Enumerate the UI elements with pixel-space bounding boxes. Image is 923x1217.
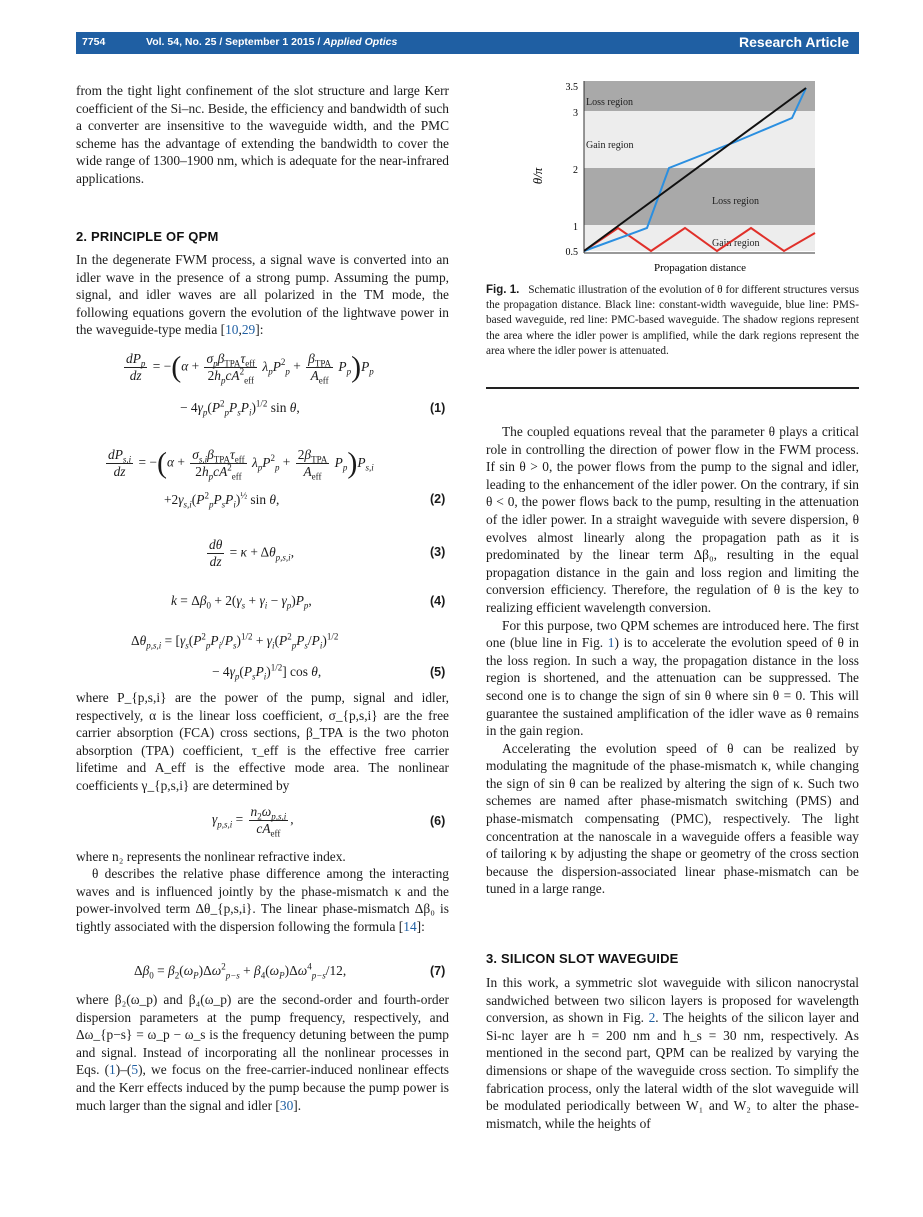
y-tick-3: 3 bbox=[573, 108, 578, 119]
eq-link-1[interactable]: 1 bbox=[109, 1062, 116, 1078]
equation-2-line-2: $+2\gamma_{s,i}(P^2_pP_sP_i)^{\frac{1}{2}}$ sin θ, bbox=[164, 490, 280, 510]
equation-5: $\Delta\theta_{p,s,i} = [\gamma_s(P^2_pP_i/P_s)^{1/2} + \gamma_i(P^2_pP_s/P_i)^{1/2}$ bbox=[131, 631, 339, 651]
ref-link-29[interactable]: 29 bbox=[241, 322, 256, 338]
equation-1-line-2: − $4\gamma_p(P^2_pP_sP_i)^{1/2}$ sin θ, bbox=[180, 398, 300, 418]
ref-link-10[interactable]: 10 bbox=[225, 322, 239, 338]
eq-number-3: (3) bbox=[430, 545, 446, 559]
equation-7: $\Delta\beta_0 = \beta_2(\omega_P)\Delta\omega^2_{p-s} + \beta_4(\omega_P)\Delta\omega^4_{p-s}/12$, bbox=[134, 961, 347, 981]
section-2-title: 2. PRINCIPLE OF QPM bbox=[76, 229, 219, 244]
journal-header bbox=[76, 32, 859, 54]
y-tick-1: 1 bbox=[573, 222, 578, 233]
dispersion-paragraph: where β₂(ω_p) and β₄(ω_p) are the second-order and fourth-order dispersion parameters at the pump frequency, respectively, and Δω_{p−s} = ω_p − ω_s is the frequency detuning between the pump and signal. Instead of incorporating all the nonlinear processes in Eqs. (1)–(5), we focus on the free-carrier-induced nonlinear effects and the Kerr effects induced by the pump because the pump power is much larger than the signal and idler [30]. bbox=[76, 992, 450, 1113]
section-3-title: 3. SILICON SLOT WAVEGUIDE bbox=[486, 951, 679, 966]
region-label-loss-top: Loss region bbox=[586, 97, 633, 108]
eq-number-6: (6) bbox=[430, 814, 446, 828]
equation-4: $k = \Delta\beta_0 + 2(\gamma_s + \gamma_i - \gamma_p)P_p$, bbox=[171, 593, 312, 611]
loss-region-middle-band bbox=[584, 168, 815, 225]
y-axis-label: θ/π bbox=[530, 167, 545, 185]
caption-divider bbox=[486, 387, 859, 389]
eq-number-2: (2) bbox=[430, 492, 446, 506]
region-label-loss-middle: Loss region bbox=[712, 196, 759, 207]
eq-link-5[interactable]: 5 bbox=[131, 1062, 139, 1078]
ref-link-14[interactable]: 14 bbox=[403, 918, 417, 934]
region-label-gain-upper: Gain region bbox=[586, 140, 634, 151]
journal-citation: Vol. 54, No. 25 / September 1 2015 / Applied Optics bbox=[146, 36, 398, 48]
eq-number-7: (7) bbox=[430, 964, 446, 978]
intro-paragraph: from the tight light confinement of the slot structure and large Kerr coefficient of the Si–nc. Beside, the efficiency and bandwidth of such a converter are insensitive to the waveguide width, and the PMC scheme has the advantage of extending the bandwidth to cover the wide range of 1300–1900 nm, which is adequate for the near-infrared applications. bbox=[76, 83, 449, 186]
y-tick-2: 2 bbox=[573, 165, 578, 176]
equation-6: $\gamma_{p,s,i}$ = $\frac{n_2\omega_{p,s,i}}{cA_{eff}}$ , bbox=[212, 804, 294, 839]
eq-number-1: (1) bbox=[430, 401, 446, 415]
ref-link-30[interactable]: 30 bbox=[279, 1097, 294, 1113]
equation-1: $\frac{dP_p}{dz}$ = −(α + $\frac{\sigma_p\beta_{TPA}\tau_{eff}}{2h_pcA^2_{eff}}$ $\lambda_pP^2_p$ + $\frac{\beta_{TPA}}{A_{eff}}$ $P_p)P_p$ bbox=[126, 350, 374, 386]
article-type: Research Article bbox=[739, 34, 849, 50]
n2-paragraph: where n₂ represents the nonlinear refractive index. bbox=[76, 849, 346, 864]
page-number: 7754 bbox=[82, 36, 106, 48]
eq-number-5: (5) bbox=[430, 665, 446, 679]
y-tick-0-5: 0.5 bbox=[565, 247, 578, 258]
equation-2: $\frac{dP_{s,i}}{dz}$ = −(α + $\frac{\sigma_{s,i}\beta_{TPA}\tau_{eff}}{2h_pcA^2_{eff}}$ $\lambda_pP^2_p$ + $\frac{2\beta_{TPA}}{A_{eff}}$ $P_p)P_{s,i}$ bbox=[108, 446, 374, 482]
slot-waveguide-paragraph: In this work, a symmetric slot waveguide with silicon nanocrystal sandwiched between two silicon layers is proposed for wavelength conversion, as shown in Fig. 2. The heights of the silicon layer and Si-nc layer are h = 200 nm and h_s = 30 nm, respectively. As mentioned in the second part, QPM can be realized by varying the dimensions or shape of the waveguide cross section. To simplify the fabrication process, only the lateral width of the slot waveguide will be modulated periodically between W₁ and W₂ to alter the phase-mismatch, while the heights of bbox=[486, 975, 860, 1131]
equation-3: $\frac{d\theta}{dz}$ = $\kappa + \Delta\theta_{p,s,i}$, bbox=[209, 537, 295, 569]
equation-5-line-2: − $4\gamma_p(P_sP_i)^{1/2}$] cos θ, bbox=[212, 662, 322, 682]
theta-role-paragraph: The coupled equations reveal that the parameter θ plays a critical role in controlling the direction of power flow in the FWM process. If sin θ > 0, the power flows from the pump to the signal and idler, leading to the enhancement of the idler power. On the contrary, if sin θ < 0, the power flows back to the pump, resulting in the attenuation of the idler power. In a straight waveguide with severe dispersion, θ evolves almost linearly along the propagation path as it is predominated by the linear term Δβ₀, resulting in the equal propagation distance in the gain and loss region and limiting the conversion efficiency. Therefore, the regulation of θ is the key to realizing efficient wavelength conversion. For this purpose, two QPM schemes are introduced here. The first one (blue line in Fig. 1) is to accelerate the evolution speed of θ in the loss region. In such a way, the propagation distance in the loss region is shortened, and the attenuation can be suppressed. The second one is to change the sign of sin θ where sin θ = 0. This will guarantee the sustained amplification of the idler wave as θ remains in the gain region. Accelerating the evolution speed of θ can be realized by modulating the magnitude of the phase-mismatch κ, while changing the sign of sin θ can be realized by altering the sign of κ. Such two schemes are named after phase-mismatch switching (PMS) and phase-mismatch compensating (PMC), respectively. The light concentration at the nanoscale in a waveguide offers a feasible way of tailoring κ by adjusting the shape or geometry of the cross section because the dispersion-associated linear phase-mismatch can be tuned in a large range. bbox=[486, 424, 859, 897]
y-tick-3-5: 3.5 bbox=[565, 82, 578, 93]
figure-1 bbox=[520, 78, 840, 278]
figure-1-caption: Fig. 1. Schematic illustration of the evolution of θ for different structures versus the propagation distance. Black line: constant-width waveguide, blue line: PMS-based waveguide, red line: PMC-based waveguide. The shadow regions represent the area where the idler power is amplified, while the dark regions represent the area where the idler power is attenuated. bbox=[486, 284, 859, 357]
region-label-gain-lower: Gain region bbox=[712, 238, 760, 249]
definitions-paragraph: where P_{p,s,i} are the power of the pump, signal and idler, respectively, α is the linear loss coefficient, σ_{p,s,i} are the free carrier absorption (FCA) cross sections, β_TPA is the two photon absorption (TPA) coefficient, τ_eff is the effective free carrier lifetime and A_eff is the effective mode area. The nonlinear coefficients γ_{p,s,i} are determined by bbox=[76, 690, 449, 793]
theta-paragraph: θ describes the relative phase difference among the interacting waves and is influenced jointly by the phase-mismatch κ and the power-involved term Δθ_{p,s,i}. The linear phase-mismatch Δβ₀ is tightly associated with the dispersion following the formula [14]: bbox=[76, 866, 449, 934]
eq-number-4: (4) bbox=[430, 594, 446, 608]
fig-link-2[interactable]: 2 bbox=[648, 1010, 656, 1026]
x-axis-label: Propagation distance bbox=[654, 262, 746, 274]
principle-paragraph: In the degenerate FWM process, a signal wave is converted into an idler wave in the presence of a strong pump. Assuming the pump, signal, and idler waves are all polarized in the TM mode, the following equations govern the evolution of the lightwave power in the waveguide-type media [10,29]: bbox=[76, 252, 449, 338]
fig-link-1[interactable]: 1 bbox=[607, 635, 615, 651]
